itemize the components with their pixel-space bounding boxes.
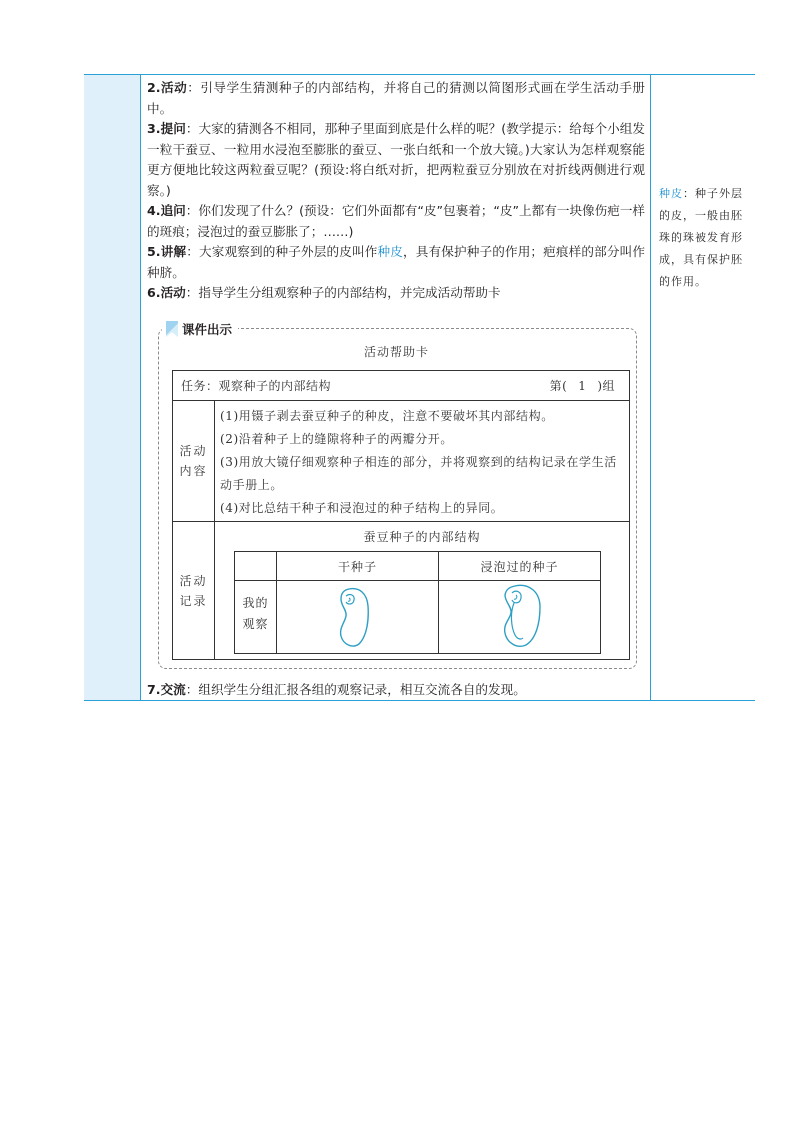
content-item: (2)沿着种子上的缝隙将种子的两瓣分开。 bbox=[220, 432, 453, 446]
record-title: 蚕豆种子的内部结构 bbox=[363, 530, 481, 544]
sidenote-term: 种皮 bbox=[659, 187, 683, 200]
column-divider-left bbox=[140, 74, 141, 701]
table-top-border bbox=[84, 74, 755, 75]
record-label: 活动记录 bbox=[173, 522, 215, 659]
content-items bbox=[220, 405, 624, 520]
task-row bbox=[173, 371, 629, 401]
paragraph-2: 2.活动：引导学生猜测种子的内部结构，并将自己的猜测以简图形式画在学生活动手册中。 bbox=[147, 80, 646, 116]
tag-flag-icon bbox=[166, 321, 178, 337]
soaked-seed-drawing bbox=[501, 583, 543, 649]
my-observation-label: 我的观察 bbox=[242, 596, 269, 631]
card-tag bbox=[162, 319, 238, 339]
paragraph-5: 5.讲解：大家观察到的种子外层的皮叫作种皮，具有保护种子的作用；疤痕样的部分叫作种脐。 bbox=[147, 244, 646, 280]
paragraph-4: 4.追问：你们发现了什么？(预设：它们外面都有“皮”包裹着；“皮”上都有一块像伤疤一样的斑痕；浸泡过的蚕豆膨胀了；……) bbox=[147, 203, 646, 239]
main-content bbox=[147, 78, 645, 304]
sidenote-text: ：种子外层的皮，一般由胚珠的珠被发育形成，具有保护胚的作用。 bbox=[659, 187, 743, 288]
dry-seed-drawing bbox=[337, 586, 371, 648]
record-table bbox=[234, 551, 601, 654]
paragraph-6: 6.活动：指导学生分组观察种子的内部结构，并完成活动帮助卡 bbox=[147, 285, 501, 300]
group-label: 第( 1 )组 bbox=[549, 379, 615, 393]
content-item: (4)对比总结干种子和浸泡过的种子结构上的异同。 bbox=[220, 501, 504, 515]
content-item: (1)用镊子剥去蚕豆种子的种皮，注意不要破坏其内部结构。 bbox=[220, 409, 554, 423]
column-dry-seed: 干种子 bbox=[337, 560, 377, 574]
highlight-term: 种皮 bbox=[377, 244, 403, 259]
paragraph-3: 3.提问：大家的猜测各不相同，那种子里面到底是什么样的呢？(教学提示：给每个小组发一粒干蚕豆、一粒用水浸泡至膨胀的蚕豆、一张白纸和一个放大镜。)大家认为怎样观察能更方便地比较这两粒蚕豆呢？(预设:将白纸对折，把两粒蚕豆分别放在对折线两侧进行观察。) bbox=[147, 121, 645, 198]
left-column bbox=[84, 75, 140, 700]
content-label: 活动内容 bbox=[173, 401, 215, 521]
task-label: 任务：观察种子的内部结构 bbox=[181, 379, 332, 393]
help-card-table bbox=[172, 370, 630, 660]
card-tag-label: 课件出示 bbox=[182, 322, 233, 337]
content-item: (3)用放大镜仔细观察种子相连的部分，并将观察到的结构记录在学生活动手册上。 bbox=[220, 455, 617, 492]
row-divider bbox=[173, 521, 629, 522]
paragraph-7: 7.交流：组织学生分组汇报各组的观察记录，相互交流各自的发现。 bbox=[147, 682, 526, 697]
card-title: 活动帮助卡 bbox=[363, 345, 429, 359]
column-divider-right bbox=[650, 74, 651, 701]
column-soaked-seed: 浸泡过的种子 bbox=[480, 560, 559, 574]
sidenote bbox=[659, 183, 751, 293]
group-number: 1 bbox=[578, 379, 587, 393]
